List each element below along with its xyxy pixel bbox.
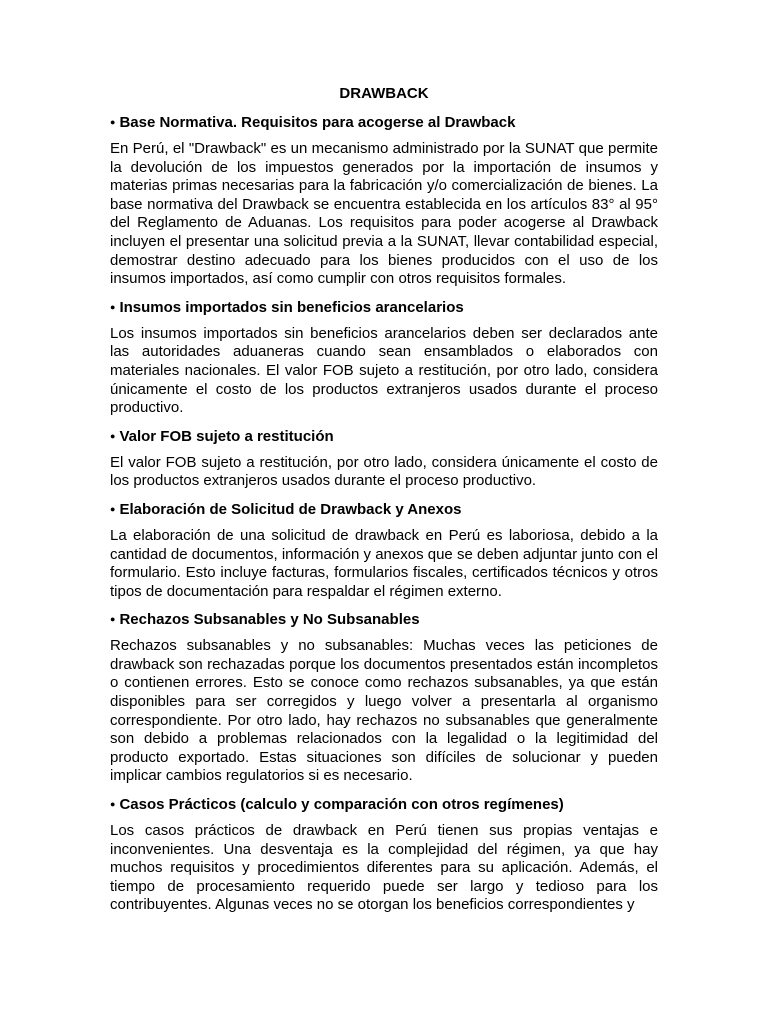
- section-casos-practicos: [110, 795, 658, 915]
- section-heading-text: Elaboración de Solicitud de Drawback y Anexos: [119, 500, 462, 518]
- section-paragraph: Los casos prácticos de drawback en Perú tienen sus propias ventajas e inconvenientes. Una desventaja es la complejidad del régimen, ya que hay muchos requisitos y procedimientos diferentes para su aplicación. Además, el tiempo de procesamiento requerido puede ser largo y tedioso para los contribuyentes. Algunas veces no se otorgan los beneficios correspondientes y: [110, 822, 658, 914]
- bullet-icon: ●: [110, 117, 116, 127]
- section-heading: [110, 427, 658, 446]
- section-heading: [110, 795, 658, 814]
- bullet-icon: ●: [110, 430, 116, 441]
- section-paragraph: Los insumos importados sin beneficios arancelarios deben ser declarados ante las autoridades aduaneras cuando sean ensamblados o elaborados con materiales nacionales. El valor FOB sujeto a restitución, por otro lado, considera únicamente el costo de los productos extranjeros usados durante el proceso productivo.: [110, 324, 658, 417]
- section-insumos-importados: [110, 298, 658, 418]
- section-heading-text: Casos Prácticos (calculo y comparación con otros regímenes): [119, 796, 564, 814]
- section-heading-text: Rechazos Subsanables y No Subsanables: [119, 611, 420, 629]
- section-paragraph: La elaboración de una solicitud de drawback en Perú es laboriosa, debido a la cantidad de documentos, información y anexos que se deben adjuntar junto con el formulario. Esto incluye facturas, formularios fiscales, certificados técnicos y otros tipos de documentación para respaldar el régimen externo.: [110, 526, 658, 600]
- section-heading-text: Valor FOB sujeto a restitución: [119, 427, 334, 445]
- section-elaboracion-solicitud: [110, 500, 658, 601]
- section-base-normativa: [110, 113, 658, 289]
- bullet-icon: ●: [110, 799, 116, 810]
- section-paragraph: Rechazos subsanables y no subsanables: Muchas veces las peticiones de drawback son rechazadas porque los documentos presentados están incompletos o contienen errores. Esto se conoce como rechazos subsanables, ya que están disponibles para ser corregidos y luego volver a presentarla al organismo correspondiente. Por otro lado, hay rechazos no subsanables que generalmente son debido a problemas relacionados con la legalidad o la legitimidad del producto exportado. Estas situaciones son difíciles de solucionar y pueden implicar cambios regulatorios si es necesario.: [110, 637, 658, 785]
- section-heading: [110, 610, 658, 629]
- section-heading: [110, 500, 658, 519]
- section-heading: [110, 298, 658, 317]
- document-title: DRAWBACK: [339, 85, 429, 102]
- section-heading-text: Insumos importados sin beneficios arancelarios: [119, 298, 464, 316]
- bullet-icon: ●: [110, 503, 116, 514]
- section-heading: [110, 113, 658, 132]
- section-paragraph: En Perú, el "Drawback" es un mecanismo administrado por la SUNAT que permite la devolución de los impuestos generados por la importación de insumos y materias primas necesarias para la fabricación y/o comercialización de bienes. La base normativa del Drawback se encuentra establecida en los artículos 83° al 95° del Reglamento de Aduanas. Los requisitos para poder acogerse al Drawback incluyen el presentar una solicitud previa a la SUNAT, llevar contabilidad especial, demostrar destino adecuado para los bienes producidos con el uso de los insumos importados, así como cumplir con otros requisitos formales.: [110, 140, 658, 288]
- section-rechazos: [110, 610, 658, 786]
- document-page: [110, 84, 658, 924]
- section-valor-fob: [110, 427, 658, 491]
- bullet-icon: ●: [110, 614, 116, 625]
- section-paragraph: El valor FOB sujeto a restitución, por otro lado, considera únicamente el costo de los productos extranjeros usados durante el proceso productivo.: [110, 453, 658, 490]
- section-heading-text: Base Normativa. Requisitos para acogerse al Drawback: [119, 114, 516, 131]
- bullet-icon: ●: [110, 301, 116, 312]
